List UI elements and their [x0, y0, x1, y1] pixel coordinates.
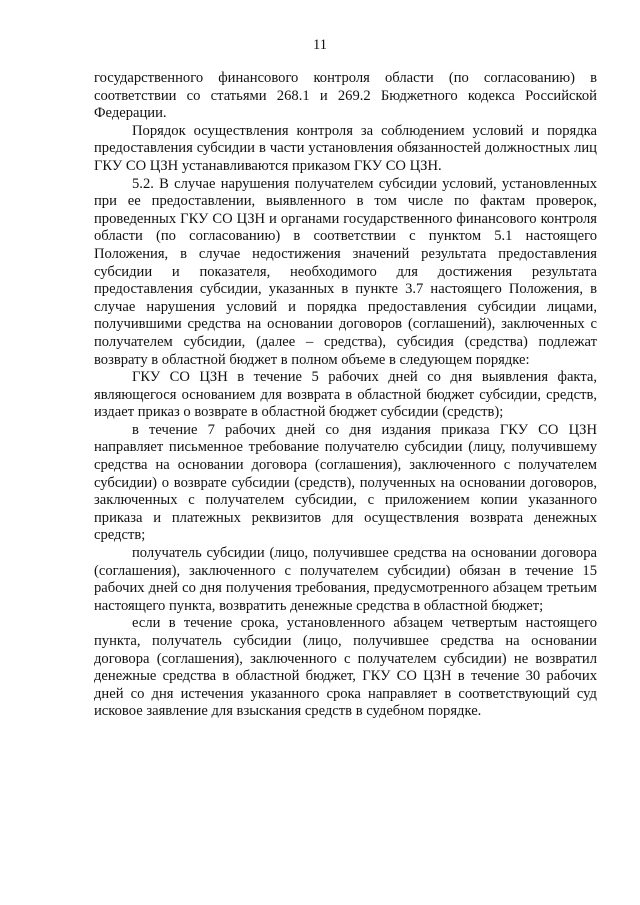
paragraph-4: ГКУ СО ЦЗН в течение 5 рабочих дней со дня выявления факта, являющегося основанием для возврата в областной бюджет субсидии, средств, издает приказ о возврате в областной бюджет субсидии (средств);	[94, 369, 597, 421]
paragraph-5: в течение 7 рабочих дней со дня издания приказа ГКУ СО ЦЗН направляет письменное требование получателю субсидии (лицу, получившему средства на основании договора (соглашения), заключенного с получателем субсидии) о возврате субсидии (средств), полученных на основании договоров, заключенных с получателем субсидии, с приложением копии указанного приказа и платежных реквизитов для осуществления возврата денежных средств;	[94, 421, 597, 544]
page-number: 11	[313, 37, 327, 53]
paragraph-6: получатель субсидии (лицо, получившее средства на основании договора (соглашения), заключенного с получателем субсидии) обязан в течение 15 рабочих дней со дня получения требования, предусмотренного абзацем третьим настоящего пункта, возвратить денежные средства в областной бюджет;	[94, 545, 597, 614]
paragraph-1: государственного финансового контроля области (по согласованию) в соответствии со статьями 268.1 и 269.2 Бюджетного кодекса Российской Федерации.	[94, 70, 597, 122]
paragraph-3: 5.2. В случае нарушения получателем субсидии условий, установленных при ее предоставлении, выявленного в том числе по фактам проверок, проведенных ГКУ СО ЦЗН и органами государственного финансового контроля области (по согласованию) в соответствии с пунктом 5.1 настоящего Положения, в случае недостижения значений результата предоставления субсидии и показателя, необходимого для достижения результата предоставления субсидии, указанных в пункте 3.7 настоящего Положения, в случае нарушения условий и порядка предоставления субсидии лицами, получившими средства на основании договоров (соглашений), заключенных с получателем субсидии, (далее – средства), субсидия (средства) подлежат возврату в областной бюджет в полном объеме в следующем порядке:	[94, 175, 597, 368]
paragraph-2: Порядок осуществления контроля за соблюдением условий и порядка предоставления субсидии в части установления обязанностей должностных лиц ГКУ СО ЦЗН устанавливаются приказом ГКУ СО ЦЗН.	[94, 122, 597, 174]
paragraph-7: если в течение срока, установленного абзацем четвертым настоящего пункта, получатель субсидии (лицо, получившее средства на основании договора (соглашения), заключенного с получателем субсидии) не возвратил денежные средства в областной бюджет, ГКУ СО ЦЗН в течение 30 рабочих дней со дня истечения указанного срока направляет в соответствующий суд исковое заявление для взыскания средств в судебном порядке.	[94, 615, 597, 720]
document-body	[94, 70, 597, 721]
